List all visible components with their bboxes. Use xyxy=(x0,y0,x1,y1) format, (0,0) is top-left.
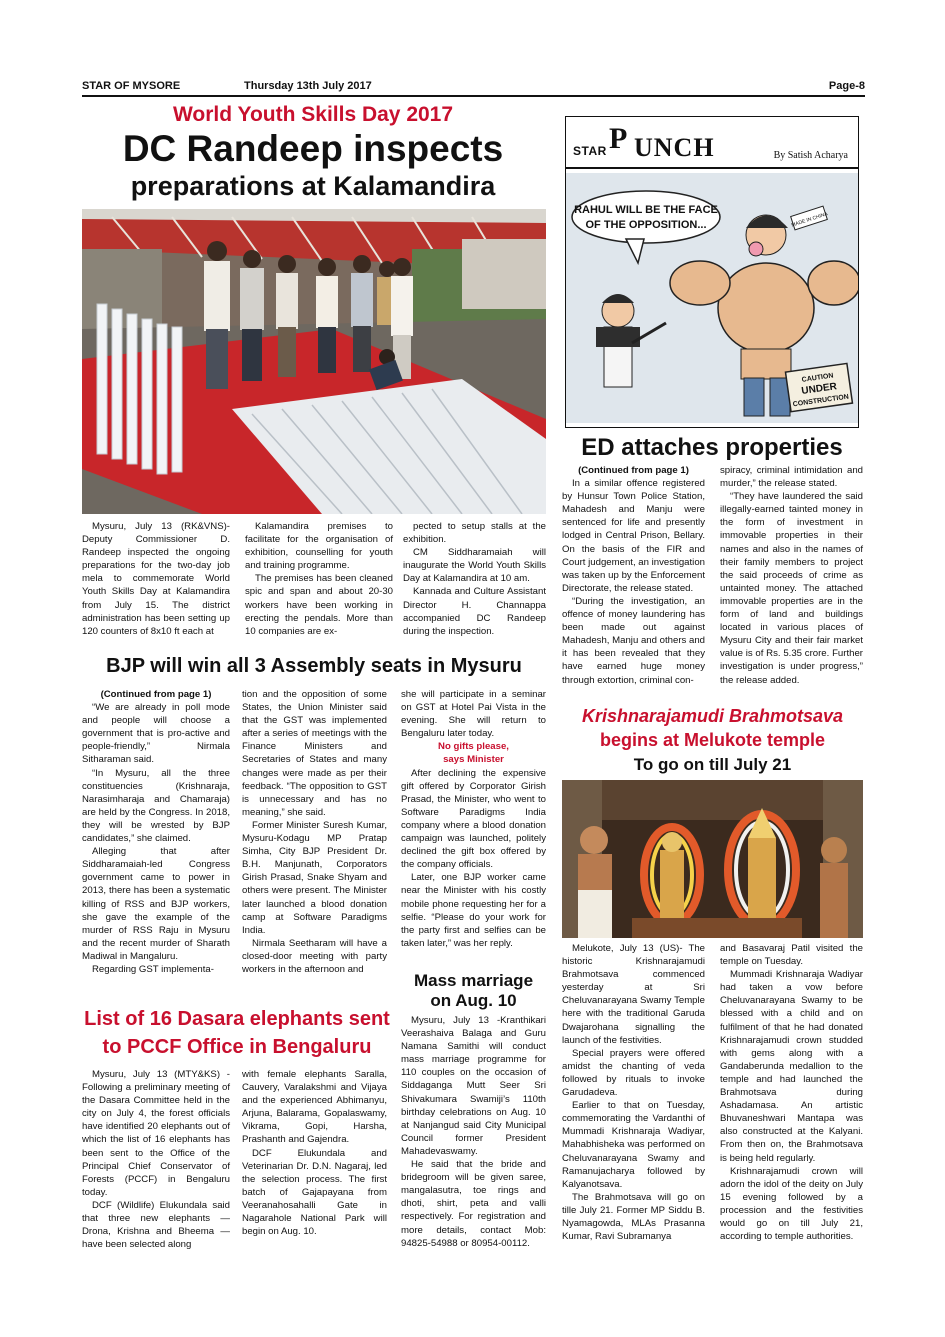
dasara-paragraph: DCF Elukundala and Veterinarian Dr. D.N. Nagaraj, led the selection process. The first batch of Gajapayana from Veeranahosahalli Gate in Nagarahole National Park will begin on Aug. 10. xyxy=(242,1147,387,1238)
bjp-subhead-line-1: No gifts please, xyxy=(438,741,509,753)
dasara-headline-line1: List of 16 Dasara elephants sent xyxy=(84,1008,390,1030)
krishna-paragraph: The Brahmotsava will go on tille July 21. Former MP Siddu B. Nyamagowda, MLAs Prasanna Kumar, Ravi Subramanya xyxy=(562,1191,705,1243)
ed-continued: (Continued from page 1) xyxy=(578,465,689,476)
mass-marriage-headline-line2: on Aug. 10 xyxy=(430,991,517,1010)
tent-inspection-photo xyxy=(82,209,546,514)
story1-paragraph: CM Siddharamaiah will inaugurate the World Youth Skills Day at Kalamandira at 10 am. xyxy=(403,547,546,585)
krishna-paragraph: Earlier to that on Tuesday, commemorating the Vardanthi of Mummadi Krishnaraja Wadiyar, Mahabhisheka was performed on Cheluvanarayana Swamy and Ramanujacharya followed by Kalyanotsava. xyxy=(562,1100,705,1190)
ed-paragraph: “They have laundered the said illegally-earned tainted money in the form of investment in immovable properties in their names and also in the names of their family members to project the said proceeds of crime as untainted money. The attached immovable properties are in the form of land and buildings located in various places of Mysuru City and their fair market value is of Rs. 5.35 crore. Further investigation is under progress,” the release added. xyxy=(720,491,863,686)
story1-paragraph: pected to setup stalls at the exhibition. xyxy=(403,521,546,546)
mask-text: MADE IN CHINA xyxy=(790,211,829,229)
dasara-paragraph: DCF (Wildlife) Elukundala said that three new elephants — Drona, Krishna and Bheema — have been selected along xyxy=(82,1199,230,1251)
ed-paragraph: spiracy, criminal intimidation and murder,” the release stated. xyxy=(720,465,863,490)
dasara-paragraph: Mysuru, July 13 (MTY&KS) - Following a preliminary meeting of the Dasara Committee held in the city on July 4, the forest officials have identified 20 elephants out of which the list of 16 elephants has been sent to the Office of the Principal Chief Conservator of Forests (PCCF) in Bengaluru today. xyxy=(82,1069,230,1198)
bjp-paragraph: “In Mysuru, all the three constituencies (Krishnaraja, Narasimharaja and Chamaraja) are held by the Congress. In 2018, they will be wrested by BJP candidates,” she claimed. xyxy=(82,767,230,845)
krishna-paragraph: Krishnarajamudi crown will adorn the idol of the deity on July 15 evening followed by a procession and the festivities would go on till July 21, according to temple authorities. xyxy=(720,1165,863,1243)
star-label: STAR xyxy=(573,144,607,158)
caution-sign xyxy=(785,363,852,411)
dasara-column-2 xyxy=(242,1068,387,1238)
story1-column-3 xyxy=(403,520,546,638)
bjp-paragraph: Former Minister Suresh Kumar, Mysuru-Kodagu MP Pratap Simha, City BJP President Dr. B.H. Manjunath, Corporators Girish Prasad, Snake Shyam and others were present. The Minister later launched a blood donation camp at Software Paradigms India. xyxy=(242,819,387,936)
star-punch-title: UNCH xyxy=(634,133,715,162)
ed-headline: ED attaches properties xyxy=(581,434,843,461)
bjp-subhead-line-2: says Minister xyxy=(443,754,504,766)
bjp-paragraph: Later, one BJP worker came near the Minister with his costly mobile phone requesting her for a selfie. “Please do your work for the party first and selfies can be taken later,” was her reply. xyxy=(401,872,546,949)
krishna-paragraph: and Basavaraj Patil visited the temple on Tuesday. xyxy=(720,943,863,968)
issue-date: Thursday 13th July 2017 xyxy=(244,80,372,92)
dasara-paragraph: with female elephants Saralla, Cauvery, Varalakshmi and Vijaya and the experienced Abhimanyu, Arjuna, Balarama, Gopalaswamy, Vikrama, Gopi, Harsha, Prashanth and Gajendra. xyxy=(242,1069,387,1146)
cartoon-illustration xyxy=(566,173,858,423)
bjp-paragraph: After declining the expensive gift offered by Corporator Girish Prasad, the Minister, who went to Software Paradigms India company where a blood donation campaign was launched, politely declined the gift box offered by the company officials. xyxy=(401,767,546,871)
ed-column-1 xyxy=(562,464,705,687)
cartoon-byline: By Satish Acharya xyxy=(773,150,848,161)
story1-headline-line2: preparations at Kalamandira xyxy=(130,171,496,201)
story1-photo xyxy=(82,209,546,514)
krishna-kicker-line2: begins at Melukote temple xyxy=(599,730,826,750)
story1-kicker: World Youth Skills Day 2017 xyxy=(172,103,454,126)
bjp-column-1 xyxy=(82,688,230,976)
star-punch-cartoon xyxy=(565,116,859,428)
masthead-rule xyxy=(82,95,865,97)
story1-paragraph: The premises has been cleaned spic and span and about 20-30 workers have been working in erecting the pendals. More than 10 companies are ex- xyxy=(245,573,393,637)
bjp-column-2 xyxy=(242,688,387,976)
krishna-paragraph: Special prayers were offered amidst the chanting of veda followed by rituals to invoke Garudadeva. xyxy=(562,1047,705,1099)
krishna-column-1 xyxy=(562,942,705,1243)
bubble-line-2: OF THE OPPOSITION... xyxy=(585,219,707,231)
temple-deity-photo xyxy=(562,780,863,938)
mass-marriage-paragraph: He said that the bride and bridegroom will be given saree, mangalasutra, toe rings and dhoti, shirt, peta and valli respectively. For registration and more details, contact Mob: 94825-54988 or 80954-00112. xyxy=(401,1159,546,1249)
story1-paragraph: Kannada and Culture Assistant Director H. Channappa accompanied DC Randeep during the inspection. xyxy=(403,586,546,637)
dasara-headline-line2: to PCCF Office in Bengaluru xyxy=(102,1036,372,1058)
newspaper-name: STAR OF MYSORE xyxy=(82,80,181,92)
krishna-paragraph: Mummadi Krishnaraja Wadiyar had taken a vow before Cheluvanarayana Swamy to be blessed with a child and on fulfilment of that he had donated Krishnarajamudi crown studded with gems along with a Gandaberunda medallion to the temple and had launched the Brahmotsava during Ashadamasa. An artistic Bhuvaneshwari Mantapa was also constructed at the Kalyani. From then on, the Brahmotsava is being held regularly. xyxy=(720,969,863,1164)
bjp-paragraph: tion and the opposition of some States, the Union Minister said that the GST was implemented after a series of meetings with the Finance Ministers and Secretaries of States and many changes were made as per their feedback. “The opposition to GST is unnecessary and has no meaning,” she said. xyxy=(242,689,387,818)
bjp-column-3 xyxy=(401,688,546,950)
mass-marriage-column xyxy=(401,1014,546,1250)
krishna-paragraph: Melukote, July 13 (US)- The historic Krishnarajamudi Brahmotsava commenced yesterday at Sri Cheluvanarayana Swamy Temple here with the traditional Garuda Dwajarohana signalling the launch of the festivities. xyxy=(562,943,705,1046)
caution-line-3: CONSTRUCTION xyxy=(792,393,850,409)
star-punch-logo xyxy=(569,120,635,160)
krishna-column-2 xyxy=(720,942,863,1243)
dasara-column-1 xyxy=(82,1068,230,1251)
mass-marriage-headline-line1: Mass marriage xyxy=(413,971,534,990)
bjp-continued: (Continued from page 1) xyxy=(100,689,212,700)
cartoon-header-rule xyxy=(566,167,858,169)
story1-paragraph: Mysuru, July 13 (RK&VNS)- Deputy Commissioner D. Randeep inspected the ongoing preparations for the two-day job mela to commemorate World Youth Skills Day at Kalamandira from July 15. The district administration has been setting up 120 counters of 8x10 ft each at xyxy=(82,521,230,637)
bjp-headline: BJP will win all 3 Assembly seats in Mysuru xyxy=(106,655,522,677)
page-number: Page-8 xyxy=(828,80,865,92)
bjp-paragraph: Nirmala Seetharam will have a closed-door meeting with party workers in the afternoon and xyxy=(242,937,387,975)
bubble-line-1: RAHUL WILL BE THE FACE xyxy=(574,204,718,216)
caution-line-2: UNDER xyxy=(800,381,838,397)
punch-initial: P xyxy=(609,122,628,155)
ed-column-2 xyxy=(720,464,863,687)
krishna-photo xyxy=(562,780,863,938)
mass-marriage-paragraph: Mysuru, July 13 -Kranthikari Veerashaiva Balaga and Guru Namana Samithi will conduct mass marriage programme for 110 couples on the occasion of Siddaganga Mutt Seer Sri Shivakumara Swamiji’s 110th birthday celebrations on Aug. 10 at Nanjangud said City Municipal Council former President Mahadevaswamy. xyxy=(401,1015,546,1157)
krishna-kicker-line1: Krishnarajamudi Brahmotsava xyxy=(581,706,844,726)
bjp-paragraph: Regarding GST implementa- xyxy=(92,963,214,975)
story1-headline-line1: DC Randeep inspects xyxy=(122,128,504,169)
bjp-paragraph: Alleging that after Siddharamaiah-led Congress government came to power in 2013, there has been a systematic killing of RSS and BJP workers, she gave the example of the murder of RSS Raju in Mysuru and the recent murder of Sharath Madiwal in Mangaluru. xyxy=(82,846,230,962)
story1-column-2 xyxy=(245,520,393,638)
page-masthead xyxy=(82,80,865,96)
caution-line-1: CAUTION xyxy=(801,372,834,384)
krishna-subhead: To go on till July 21 xyxy=(633,755,792,774)
ed-paragraph: In a similar offence registered by Hunsur Town Police Station, Mahadesh and Manju were sentenced for life and presently lodged in Central Prison, Bellary. On the basis of the FIR and Court judgement, an investigation was taken up by the Enforcement Directorate, the release stated. xyxy=(562,478,705,594)
story1-column-1 xyxy=(82,520,230,638)
bjp-paragraph: “We are already in poll mode and people will choose a government that is pro-active and people-friendly,” Nirmala Sitharaman said. xyxy=(82,702,230,766)
ed-paragraph: “During the investigation, an offence of money laundering has been made out against Mahadesh, Manju and others and it has been revealed that they have earned huge money through extortion, criminal con- xyxy=(562,595,705,686)
bjp-paragraph: she will participate in a seminar on GST at Hotel Pai Vista in the evening. She will return to Bengaluru later today. xyxy=(401,689,546,740)
story1-paragraph: Kalamandira premises to facilitate for the organisation of exhibition, counselling for youth and training programme. xyxy=(245,521,393,572)
